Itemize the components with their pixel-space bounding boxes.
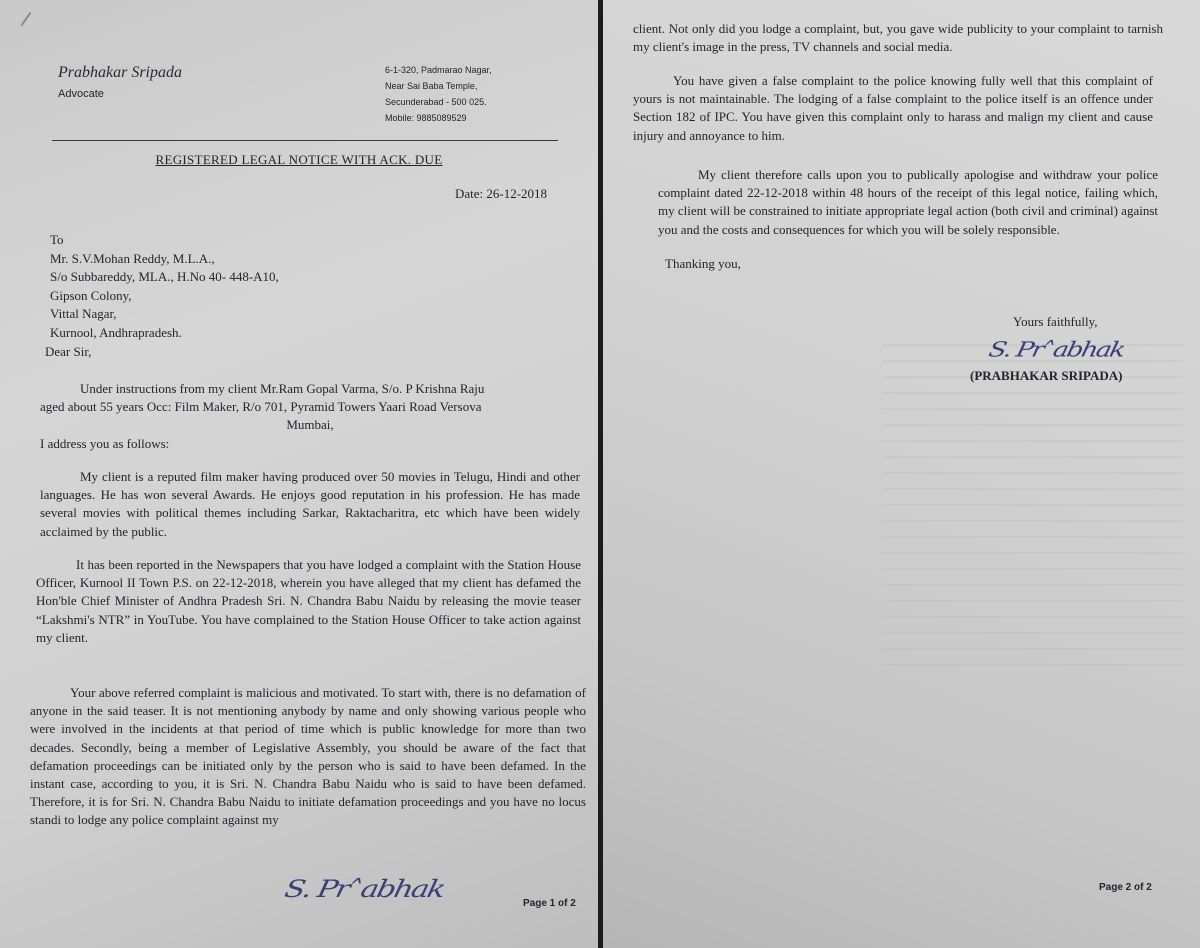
recipient-line: To (50, 232, 64, 247)
page-number: Page 2 of 2 (1099, 882, 1152, 893)
paragraph-publicity: client. Not only did you lodge a complaint, but, you gave wide publicity to your complaint to tarnish my client's image in the press, TV channels and social media. (633, 21, 1163, 55)
letterhead-address (385, 62, 492, 126)
salutation: Dear Sir, (45, 344, 92, 359)
recipient-line: Mr. S.V.Mohan Reddy, M.L.A., (50, 250, 215, 266)
paragraph-line: Under instructions from my client Mr.Ram Gopal Varma, S/o. P Krishna Raju (80, 381, 485, 396)
paragraph-line: I address you as follows: (40, 435, 170, 451)
recipient-line: Kurnool, Andhrapradesh. (50, 324, 182, 340)
signature-page-1: S. Pr˄abhak (282, 875, 447, 904)
recipient-line: S/o Subbareddy, MLA., H.No 40- 448-A10, (50, 269, 279, 284)
address-line: 6-1-320, Padmarao Nagar, (385, 65, 492, 75)
letterhead-title: Advocate (58, 88, 104, 100)
paragraph-line: Mumbai, (286, 417, 334, 433)
recipient-line: Gipson Colony, (50, 287, 132, 303)
page-number: Page 1 of 2 (523, 898, 576, 909)
letterhead-divider (52, 140, 558, 141)
paragraph-false-complaint: You have given a false complaint to the police knowing fully well that this complaint of yours is not maintainable. The lodging of a false complaint to the police itself is an offence under Section 182 of IPC. You have given this complaint only to harass and malign my client and cause injury and annoyance to him. (633, 73, 1153, 143)
address-line: Secunderabad - 500 025. (385, 97, 487, 107)
paragraph-client-reputation: My client is a reputed film maker having produced over 50 movies in Telugu, Hindi and other languages. He has won several Awards. He enjoys good reputation in his profession. He has made several movies with political themes including Sarkar, Raktacharitra, etc which have been widely acclaimed by the public. (40, 469, 580, 539)
letter-page-1 (0, 0, 598, 948)
paragraph-demand: My client therefore calls upon you to publically apologise and withdraw your police complaint dated 22-12-2018 within 48 hours of the receipt of this legal notice, failing which, my client will be constrained to initiate appropriate legal action (both civil and criminal) against you and the costs and consequences for which you will be solely responsible. (658, 167, 1158, 237)
paragraph-complaint-report: It has been reported in the Newspapers that you have lodged a complaint with the Station House Officer, Kurnool II Town P.S. on 22-12-2018, wherein you have alleged that my client has defamed the Hon'ble Chief Minister of Andhra Pradesh Sri. N. Chandra Babu Naidu by releasing the movie teaser “Lakshmi's NTR” in YouTube. You have complained to the Station House Officer to take action against my client. (36, 557, 581, 645)
address-line: Mobile: 9885089529 (385, 113, 467, 123)
thanks-line: Thanking you, (665, 256, 741, 271)
notice-heading: REGISTERED LEGAL NOTICE WITH ACK. DUE (155, 152, 443, 167)
closing-line: Yours faithfully, (1013, 314, 1098, 329)
signatory-name: (PRABHAKAR SRIPADA) (970, 368, 1123, 383)
paragraph-line: aged about 55 years Occ: Film Maker, R/o 701, Pyramid Towers Yaari Road Versova (40, 399, 482, 415)
letterhead-name: Prabhakar Sripada (58, 64, 182, 81)
recipient-line: Vittal Nagar, (50, 306, 117, 321)
pen-mark (21, 12, 32, 26)
recipient-address (50, 231, 279, 342)
signature-page-2: S. Pr˄abhak (986, 338, 1127, 362)
address-line: Near Sai Baba Temple, (385, 81, 478, 91)
notice-date: Date: 26-12-2018 (455, 186, 548, 201)
paragraph-client-intro (40, 380, 580, 453)
paragraph-complaint-malicious: Your above referred complaint is malicious and motivated. To start with, there is no defamation of anyone in the said teaser. It is not mentioning anybody by name and only showing various people who were involved in the incidents at that period of time which is public knowledge for more than two decades. Secondly, being a member of Legislative Assembly, you should be aware of the fact that defamation proceedings can be initiated only by the person who is said to have been defamed. In the instant case, according to you, it is Sri. N. Chandra Babu Naidu who is said to have been defamed. Therefore, it is for Sri. N. Chandra Babu Naidu to initiate defamation proceedings and you have no locus standi to lodge any police complaint against my (30, 685, 586, 828)
letter-page-2 (603, 0, 1200, 948)
